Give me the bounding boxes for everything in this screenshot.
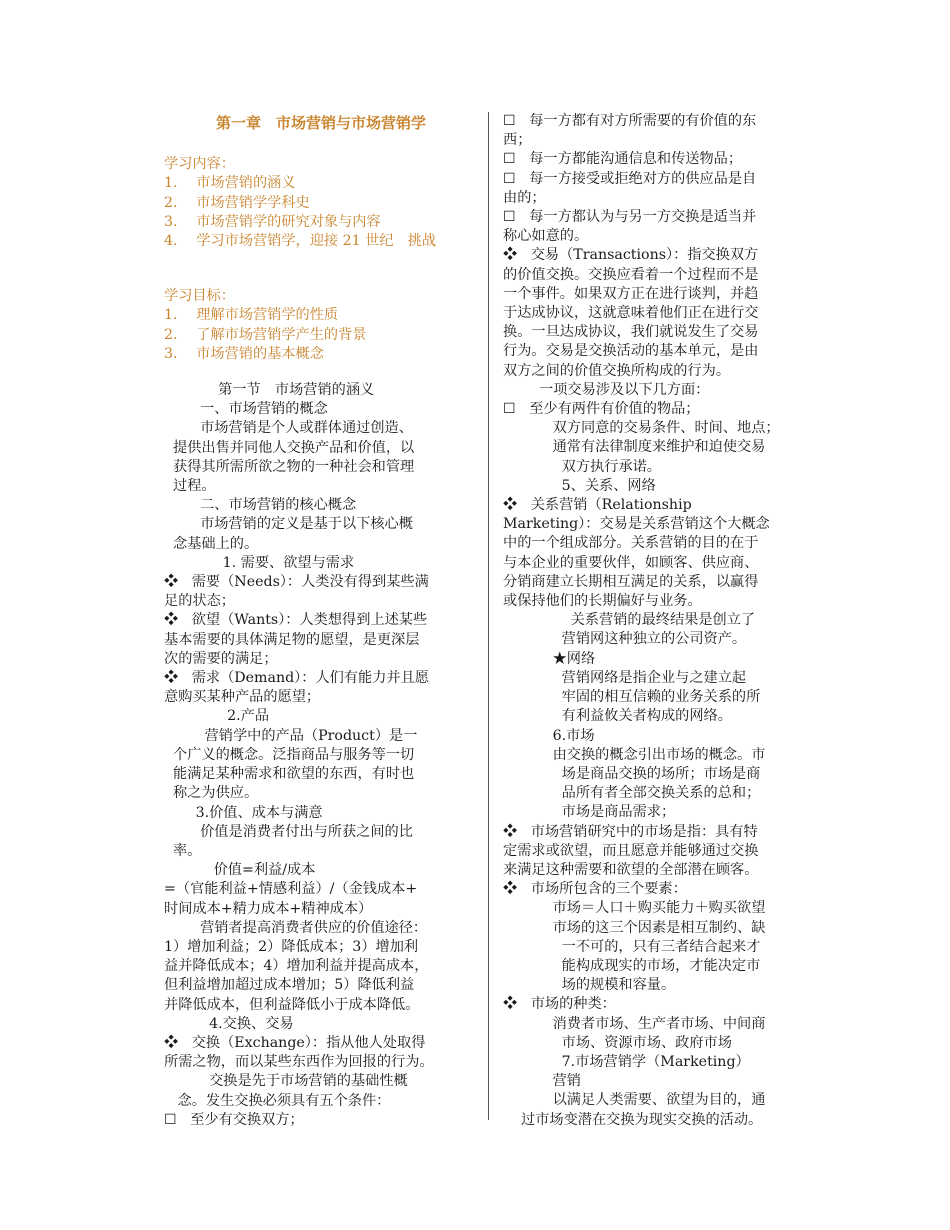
text-line: ❖ 市场营销研究中的市场是指：具有特 xyxy=(503,823,758,840)
text-line: 称心如意的。 xyxy=(503,228,589,245)
study-goal-title: 学习目标： xyxy=(164,288,235,305)
text-line: 品所有者全部交换关系的总和； xyxy=(503,785,761,802)
left-column xyxy=(164,112,478,1130)
text-line: 但利益增加超过成本增加；5）降低利益 xyxy=(164,977,415,994)
text-line: 一不可的，只有三者结合起来才 xyxy=(503,938,761,955)
text-line: Marketing）：交易是关系营销这个大概念 xyxy=(503,516,770,533)
text-line: 或保持他们的长期偏好与业务。 xyxy=(503,593,702,610)
text-line: 双方之间的价值交换所构成的行为。 xyxy=(503,362,731,379)
text-line: 与本企业的重要伙伴，如顾客、供应商、 xyxy=(503,554,759,571)
study-content-item: 2. 市场营销学学科史 xyxy=(164,194,310,211)
study-content-item: 4. 学习市场营销学，迎接 21 世纪 挑战 xyxy=(164,233,437,250)
text-line: 个广义的概念。泛指商品与服务等一切 xyxy=(164,746,415,763)
text-line: 能构成现实的市场，才能决定市 xyxy=(503,957,761,974)
text-line: ❖ 市场所包含的三个要素： xyxy=(503,881,687,898)
text-line: 由交换的概念引出市场的概念。市 xyxy=(503,746,766,763)
text-line: 并降低成本，但利益降低小于成本降低。 xyxy=(164,996,420,1013)
text-line: 一个事件。如果双方正在进行谈判，并趋 xyxy=(503,285,759,302)
text-line: =（官能利益+情感利益）/（金钱成本+ xyxy=(164,881,418,898)
text-line: 市场＝人口＋购买能力＋购买欲望 xyxy=(503,900,766,917)
study-goal-item: 3. 市场营销的基本概念 xyxy=(164,345,324,362)
text-line: 3.价值、成本与满意 xyxy=(164,804,323,821)
text-line: 1. 需要、欲望与需求 xyxy=(164,554,355,571)
text-line: ☐ 每一方都有对方所需要的有价值的东 xyxy=(503,113,757,129)
text-line: ❖ 交易（Transactions）：指交换双方 xyxy=(503,247,759,264)
text-line: 次的需要的满足； xyxy=(164,650,278,667)
text-line: ☐ 每一方都能沟通信息和传送物品； xyxy=(503,151,743,168)
text-line: ☐ 至少有两件有价值的物品； xyxy=(503,401,700,418)
text-line: 能满足某种需求和欲望的东西，有时也 xyxy=(164,766,415,783)
text-line: 中的一个组成部分。关系营销的目的在于 xyxy=(503,535,759,552)
text-line: 来满足这种需要和欲望的全部潜在顾客。 xyxy=(503,861,759,878)
text-line: 市场、资源市场、政府市场 xyxy=(503,1034,732,1051)
text-line: 营销 xyxy=(503,1073,581,1090)
study-content-item: 3. 市场营销学的研究对象与内容 xyxy=(164,213,381,230)
text-line: 念。发生交换必须具有五个条件： xyxy=(164,1092,391,1109)
chapter-title: 第一章 市场营销与市场营销学 xyxy=(215,114,426,132)
study-content-item: 1. 市场营销的涵义 xyxy=(164,175,296,192)
text-line: 市场营销的定义是基于以下核心概 xyxy=(164,516,413,533)
study-goal-item: 2. 了解市场营销学产生的背景 xyxy=(164,326,367,343)
right-body-text xyxy=(503,112,811,1130)
text-line: ❖ 交换（Exchange）：指从他人处取得 xyxy=(164,1034,426,1051)
text-line: 于达成协议，这就意味着他们正在进行交 xyxy=(503,305,759,322)
right-column xyxy=(503,112,811,1130)
study-content-title: 学习内容： xyxy=(164,156,235,173)
text-line: 定需求或欲望，而且愿意并能够通过交换 xyxy=(503,842,759,859)
text-line: 益并降低成本；4）增加利益并提高成本， xyxy=(164,958,429,975)
study-goal-item: 1. 理解市场营销学的性质 xyxy=(164,307,339,324)
text-line: 场的规模和容量。 xyxy=(503,977,676,994)
text-line: 念基础上的。 xyxy=(164,535,259,552)
text-line: 由的； xyxy=(503,189,546,206)
text-line: 过程。 xyxy=(164,478,216,495)
text-line: 行为。交易是交换活动的基本单元，是由 xyxy=(503,343,759,360)
text-line: 营销学中的产品（Product）是一 xyxy=(164,727,418,744)
text-line: 6.市场 xyxy=(503,727,595,744)
text-line: 西； xyxy=(503,132,532,149)
text-line: 换。一旦达成协议，我们就说发生了交易 xyxy=(503,324,759,341)
text-line: 率。 xyxy=(164,842,202,859)
text-line: 双方同意的交易条件、时间、地点； xyxy=(503,420,780,437)
text-line: 过市场变潜在交换为现实交换的活动。 xyxy=(503,1111,763,1128)
text-line: 称之为供应。 xyxy=(164,785,259,802)
text-line: 市场是商品需求； xyxy=(503,804,676,821)
text-line: 市场营销是个人或群体通过创造、 xyxy=(164,420,413,437)
text-line: 通常有法律制度来维护和迫使交易 xyxy=(503,439,766,456)
text-line: 营销网这种独立的公司资产。 xyxy=(503,631,747,648)
text-line: 一项交易涉及以下几方面： xyxy=(503,381,710,398)
text-line: 营销网络是指企业与之建立起 xyxy=(503,669,747,686)
text-line: ❖ 需要（Needs）：人类没有得到某些满 xyxy=(164,574,429,591)
text-line: 意购买某种产品的愿望； xyxy=(164,689,321,706)
text-line: 基本需要的具体满足物的愿望，是更深层 xyxy=(164,631,420,648)
text-line: 第一节 市场营销的涵义 xyxy=(164,382,375,399)
text-line: 获得其所需所欲之物的一种社会和管理 xyxy=(164,458,415,475)
text-line: 提供出售并同他人交换产品和价值，以 xyxy=(164,439,415,456)
text-line: ❖ 欲望（Wants）：人类想得到上述某些 xyxy=(164,612,428,629)
column-divider xyxy=(488,112,489,1120)
text-line: 时间成本+精力成本+精神成本） xyxy=(164,900,373,917)
text-line: 5、关系、网络 xyxy=(503,477,656,494)
text-line: 二、市场营销的核心概念 xyxy=(164,497,357,514)
text-line: ❖ 关系营销（Relationship xyxy=(503,497,692,514)
text-line: ❖ 市场的种类： xyxy=(503,996,616,1013)
text-line: 消费者市场、生产者市场、中间商 xyxy=(503,1015,766,1032)
text-line: 2.产品 xyxy=(164,708,270,725)
text-line: 的价值交换。交换应看着一个过程而不是 xyxy=(503,266,759,283)
text-line: 市场的这三个因素是相互制约、缺 xyxy=(503,919,766,936)
text-line: 价值=利益/成本 xyxy=(164,862,316,879)
text-line: 有利益攸关者构成的网络。 xyxy=(503,708,732,725)
text-line: ☐ 每一方接受或拒绝对方的供应品是自 xyxy=(503,170,757,187)
text-line: 营销者提高消费者供应的价值途径： xyxy=(164,919,428,936)
text-line: 交换是先于市场营销的基础性概 xyxy=(164,1073,408,1090)
text-line: 以满足人类需要、欲望为目的，通 xyxy=(503,1092,766,1109)
left-body-text xyxy=(164,381,478,1130)
text-line: 1）增加利益；2）降低成本；3）增加利 xyxy=(164,938,419,955)
text-line: 一、市场营销的概念 xyxy=(164,401,328,418)
text-line: 双方执行承诺。 xyxy=(503,458,661,475)
text-line: 牢固的相互信赖的业务关系的所 xyxy=(503,689,761,706)
text-line: 价值是消费者付出与所获之间的比 xyxy=(164,823,413,840)
text-line: ★网络 xyxy=(503,650,596,667)
text-line: 所需之物，而以某些东西作为回报的行为。 xyxy=(164,1054,434,1071)
text-line: ☐ 每一方都认为与另一方交换是适当并 xyxy=(503,209,757,226)
text-line: 7.市场营销学（Marketing） xyxy=(503,1053,750,1070)
text-line: ☐ 至少有交换双方； xyxy=(164,1111,304,1128)
text-line: 足的状态； xyxy=(164,593,235,610)
text-line: 关系营销的最终结果是创立了 xyxy=(503,612,756,629)
text-line: 4.交换、交易 xyxy=(164,1015,294,1032)
text-line: 分销商建立长期相互满足的关系，以赢得 xyxy=(503,573,759,590)
text-line: 场是商品交换的场所；市场是商 xyxy=(503,765,761,782)
text-line: ❖ 需求（Demand）：人们有能力并且愿 xyxy=(164,670,429,687)
